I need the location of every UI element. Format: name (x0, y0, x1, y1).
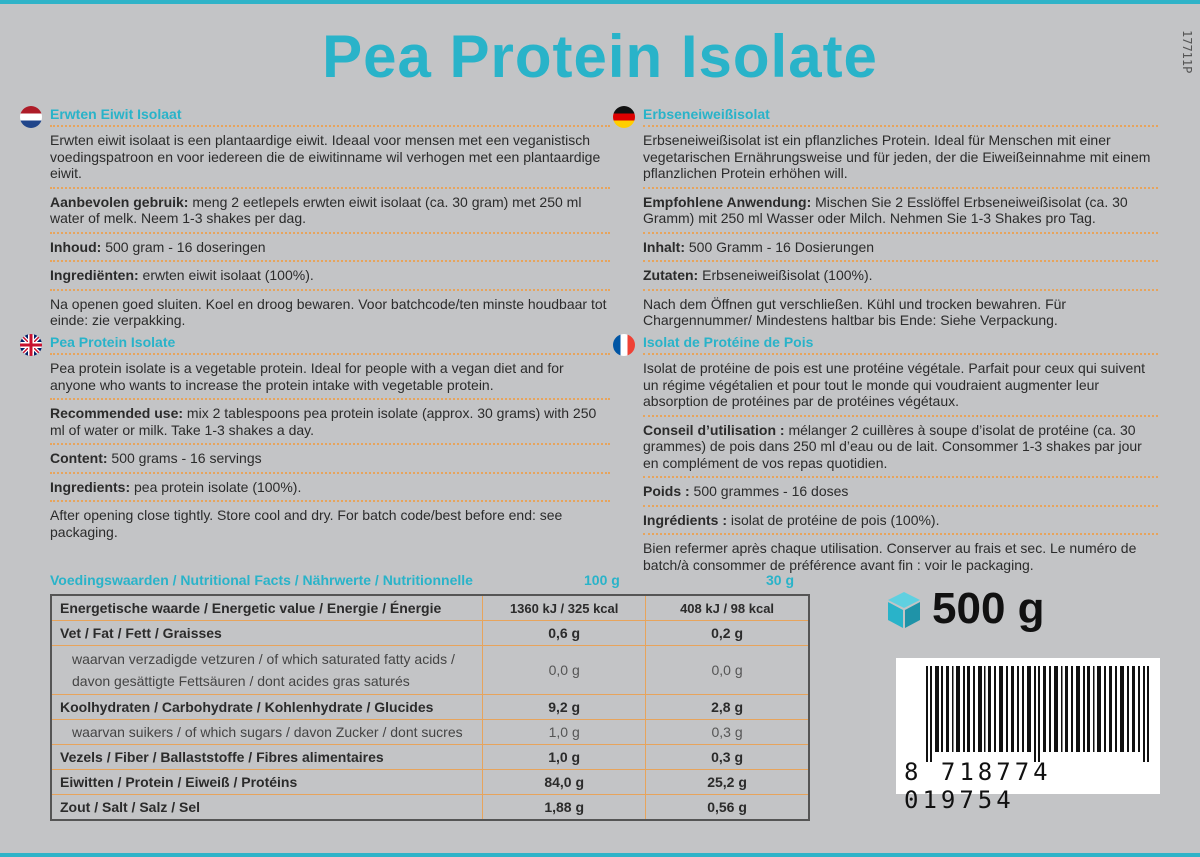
barcode-number: 8 718774 019754 (904, 758, 1052, 814)
value-30g: 25,2 g (646, 770, 809, 795)
nutrient-label: Vet / Fat / Fett / Graisses (51, 621, 483, 646)
ingredients (50, 477, 610, 503)
content-label: Inhalt: (643, 238, 685, 255)
value-100g: 9,2 g (483, 695, 646, 720)
germany-flag-icon (613, 106, 635, 128)
ingredients-text: isolat de protéine de pois (100%). (727, 511, 940, 528)
section-title: Isolat de Protéine de Pois (643, 334, 1158, 355)
storage-text: Bien refermer après chaque utilisation. Conserver au frais et sec. Le numéro de batch/à consommer de préférence avant fin : voir le packaging. (643, 540, 1137, 573)
top-accent-line (0, 0, 1200, 4)
product-title: Pea Protein Isolate (322, 23, 878, 90)
value-100g: 1,0 g (483, 720, 646, 745)
recommended-use-label: Conseil d’utilisation : (643, 421, 785, 438)
content (643, 481, 1158, 507)
intro-text: Erbseneiweißisolat ist ein pflanzliches Protein. Ideal für Menschen mit einer vegetarischen Ernährungsweise und für jeden, der die Eiweißeinnahme mit einem pflanzlichen Protein erhöhen will. (643, 130, 1158, 189)
section-english (50, 334, 610, 548)
ingredients-text: erwten eiwit isolaat (100%). (138, 267, 314, 283)
content (50, 237, 610, 263)
value-100g: 0,0 g (483, 646, 646, 695)
ingredients (643, 510, 1158, 536)
table-row (51, 770, 809, 795)
value-100g: 1,88 g (483, 795, 646, 821)
recommended-use (50, 192, 610, 234)
table-row (51, 646, 809, 695)
content-text: 500 grammes - 16 doses (689, 483, 849, 499)
ingredients (50, 265, 610, 291)
nutrient-label: Koolhydraten / Carbohydrate / Kohlenhydrate / Glucides (51, 695, 483, 720)
content-text: 500 gram - 16 doseringen (101, 238, 266, 255)
value-100g: 84,0 g (483, 770, 646, 795)
section-title: Erbseneiweißisolat (643, 106, 1158, 127)
nutrition-table (50, 594, 810, 821)
value-30g: 0,3 g (646, 745, 809, 770)
section-dutch (50, 106, 610, 337)
recommended-use-label: Aanbevolen gebruik: (50, 193, 189, 210)
value-30g: 0,56 g (646, 795, 809, 821)
table-row (51, 595, 809, 621)
section-title: Erwten Eiwit Isolaat (50, 106, 610, 127)
table-row (51, 795, 809, 821)
nutrient-label: Vezels / Fiber / Ballaststoffe / Fibres alimentaires (51, 745, 483, 770)
content (50, 448, 610, 474)
table-row (51, 720, 809, 745)
section-french (643, 334, 1158, 581)
value-30g: 0,0 g (646, 646, 809, 695)
ingredients-label: Ingrediënten: (50, 267, 139, 283)
recommended-use-text: mix 2 tablespoons pea protein isolate (approx. 30 grams) with 250 ml of water or milk. Take 1-3 shakes a day. (50, 405, 597, 438)
value-30g: 0,2 g (646, 621, 809, 646)
recommended-use-text: meng 2 eetlepels erwten eiwit isolaat (ca. 30 gram) met 250 ml water of melk. Neem 1-3 shakes per dag. (50, 193, 582, 226)
netherlands-flag-icon (20, 106, 42, 128)
value-100g: 0,6 g (483, 621, 646, 646)
recommended-use (643, 420, 1158, 479)
content-text: 500 Gramm - 16 Dosierungen (685, 238, 875, 255)
section-title: Pea Protein Isolate (50, 334, 610, 355)
storage-text: Nach dem Öffnen gut verschließen. Kühl und trocken bewahren. Für Chargennummer/ Mindestens haltbar bis Ende: Siehe Verpackung. (643, 295, 1067, 328)
table-row (51, 621, 809, 646)
value-30g: 408 kJ / 98 kcal (646, 595, 809, 621)
intro-text: Pea protein isolate is a vegetable protein. Ideal for people with a vegan diet and for anyone who wants to increase the protein intake with vegetable protein. (50, 358, 610, 400)
content-label: Inhoud: (50, 238, 102, 255)
storage-text: Na openen goed sluiten. Koel en droog bewaren. Voor batchcode/ten minste houdbaar tot einde: zie verpakking. (50, 295, 607, 328)
value-30g: 0,3 g (646, 720, 809, 745)
value-100g: 1360 kJ / 325 kcal (483, 595, 646, 621)
nutrient-label: Energetische waarde / Energetic value / Energie / Énergie (51, 595, 483, 621)
net-weight: 500 g (932, 584, 1045, 633)
recommended-use (643, 192, 1158, 234)
recommended-use (50, 403, 610, 445)
intro-text: Isolat de protéine de pois est une protéine végétale. Parfait pour ceux qui suivent un régime végétalien et pour tout le monde qui voudraient augmenter leur absorption de protéines par de protéines végétaux. (643, 358, 1158, 417)
nutrient-label: Zout / Salt / Salz / Sel (51, 795, 483, 821)
ingredients-label: Ingredients: (50, 478, 131, 495)
bottom-accent-line (0, 853, 1200, 857)
side-product-code: 17711P (1180, 30, 1194, 74)
content (643, 237, 1158, 263)
cube-icon (886, 590, 922, 630)
table-row (51, 745, 809, 770)
barcode-graphic (926, 666, 1151, 762)
storage-text: After opening close tightly. Store cool and dry. For batch code/best before end: see packaging. (50, 507, 563, 540)
nutrient-label: Eiwitten / Protein / Eiweiß / Protéins (51, 770, 483, 795)
recommended-use-label: Empfohlene Anwendung: (643, 193, 812, 210)
barcode-box (896, 658, 1160, 814)
nutrition-title: Voedingswaarden / Nutritional Facts / Nährwerte / Nutritionnelle (50, 572, 473, 588)
recommended-use-text: Mischen Sie 2 Esslöffel Erbseneiweißisolat (ca. 30 Gramm) mit 250 ml Wasser oder Milch. Nehmen Sie 1-3 Shakes pro Tag. (643, 193, 1128, 226)
ingredients-label: Ingrédients : (643, 511, 728, 528)
value-100g: 1,0 g (483, 745, 646, 770)
content-text: 500 grams - 16 servings (107, 450, 262, 466)
value-30g: 2,8 g (646, 695, 809, 720)
ingredients-text: pea protein isolate (100%). (130, 478, 302, 495)
france-flag-icon (613, 334, 635, 356)
ingredients (643, 265, 1158, 291)
column-header-30g: 30 g (766, 572, 795, 588)
column-header-100g: 100 g (584, 572, 620, 588)
uk-flag-icon (20, 334, 42, 356)
intro-text: Erwten eiwit isolaat is een plantaardige eiwit. Ideaal voor mensen met een veganistisch voedingspatroon en voor iedereen die de eiwitinname wil verhogen met een plantaardige eiwit. (50, 130, 610, 189)
table-row (51, 695, 809, 720)
recommended-use-text: mélanger 2 cuillères à soupe d’isolat de protéine (ca. 30 grammes) de pois dans 250 ml d’eau ou de lait. Consommer 1-3 shakes par jour en complément de vos repas quotidien. (643, 421, 1142, 471)
ingredients-text: Erbseneiweißisolat (100%). (698, 267, 873, 283)
nutrient-label: waarvan verzadigde vetzuren / of which saturated fatty acids / davon gesättigte Fettsäuren / dont acides gras saturés (51, 646, 483, 695)
ingredients-label: Zutaten: (643, 267, 699, 283)
nutrient-label: waarvan suikers / of which sugars / davon Zucker / dont sucres (51, 720, 483, 745)
recommended-use-label: Recommended use: (50, 405, 184, 421)
content-label: Poids : (643, 483, 690, 499)
section-german (643, 106, 1158, 337)
content-label: Content: (50, 450, 108, 466)
